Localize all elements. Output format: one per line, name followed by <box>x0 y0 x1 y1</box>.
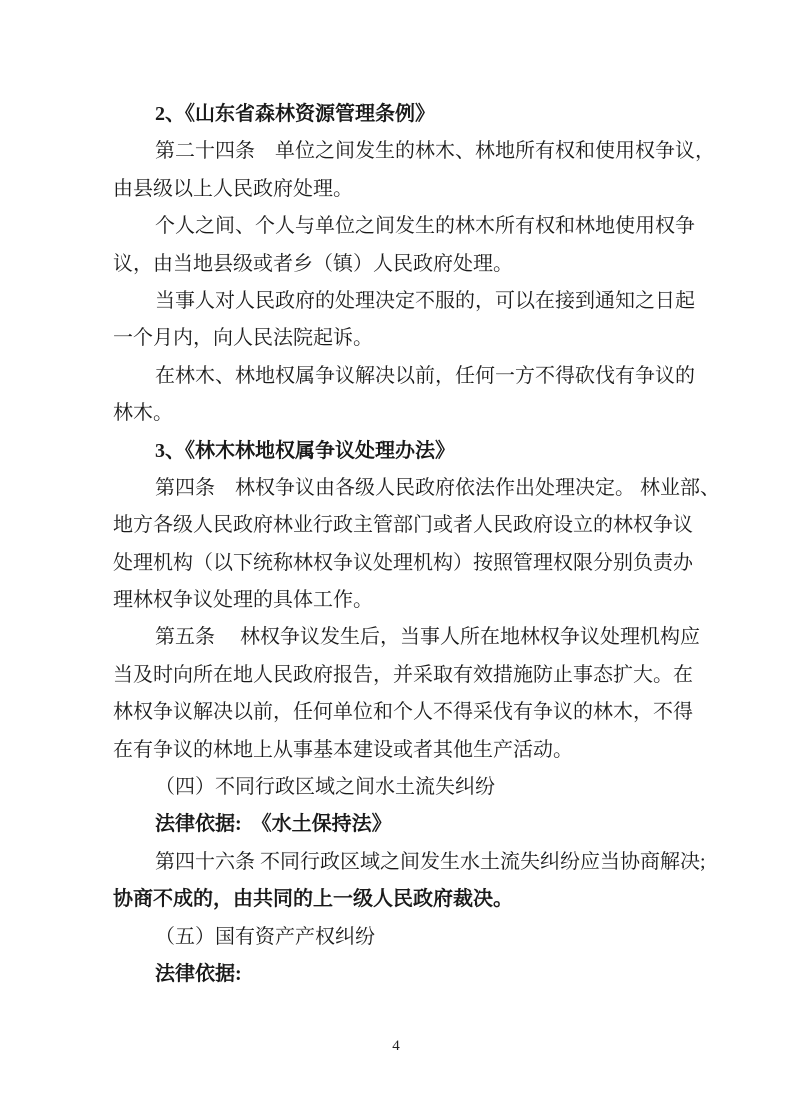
text-line: 理林权争议处理的具体工作。 <box>113 589 373 612</box>
text-line: 林木。 <box>113 402 173 425</box>
heading-line: 协商不成的，由共同的上一级人民政府裁决。 <box>113 888 513 911</box>
text-line: 当事人对人民政府的处理决定不服的，可以在接到通知之日起 <box>155 289 695 312</box>
text-line: 一个月内，向人民法院起诉。 <box>113 327 373 350</box>
document-body <box>113 96 720 993</box>
heading-line: 法律依据: 《水土保持法》 <box>155 813 392 836</box>
heading-line: 2、《山东省森林资源管理条例》 <box>155 103 435 125</box>
page-number: 4 <box>392 1038 400 1054</box>
text-line: 由县级以上人民政府处理。 <box>113 177 353 200</box>
text-line: （四）不同行政区域之间水土流失纠纷 <box>155 776 495 799</box>
text-line: 第二十四条 单位之间发生的林木、林地所有权和使用权争议， <box>155 140 715 163</box>
text-line: 在林木、林地权属争议解决以前，任何一方不得砍伐有争议的 <box>155 364 695 387</box>
text-line: 处理机构（以下统称林权争议处理机构）按照管理权限分别负责办 <box>113 551 693 574</box>
text-line: 当及时向所在地人民政府报告，并采取有效措施防止事态扩大。在 <box>113 663 693 686</box>
text-line: 在有争议的林地上从事基本建设或者其他生产活动。 <box>113 738 573 761</box>
text-line: 林权争议解决以前，任何单位和个人不得采伐有争议的林木，不得 <box>113 701 693 724</box>
text-line: 地方各级人民政府林业行政主管部门或者人民政府设立的林权争议 <box>113 514 693 537</box>
text-line: 议，由当地县级或者乡（镇）人民政府处理。 <box>113 252 513 275</box>
text-line: 个人之间、个人与单位之间发生的林木所有权和林地使用权争 <box>155 215 695 238</box>
text-line: 第五条 林权争议发生后，当事人所在地林权争议处理机构应 <box>155 626 700 649</box>
heading-line: 法律依据: <box>155 962 242 985</box>
text-line: 第四条 林权争议由各级人民政府依法作出处理决定。 林业部、 <box>155 476 720 499</box>
page-footer <box>0 1036 792 1056</box>
heading-line: 3、《林木林地权属争议处理办法》 <box>155 439 455 462</box>
text-line: （五）国有资产产权纠纷 <box>155 925 375 948</box>
text-line: 第四十六条 不同行政区域之间发生水土流失纠纷应当协商解决; <box>155 850 706 873</box>
